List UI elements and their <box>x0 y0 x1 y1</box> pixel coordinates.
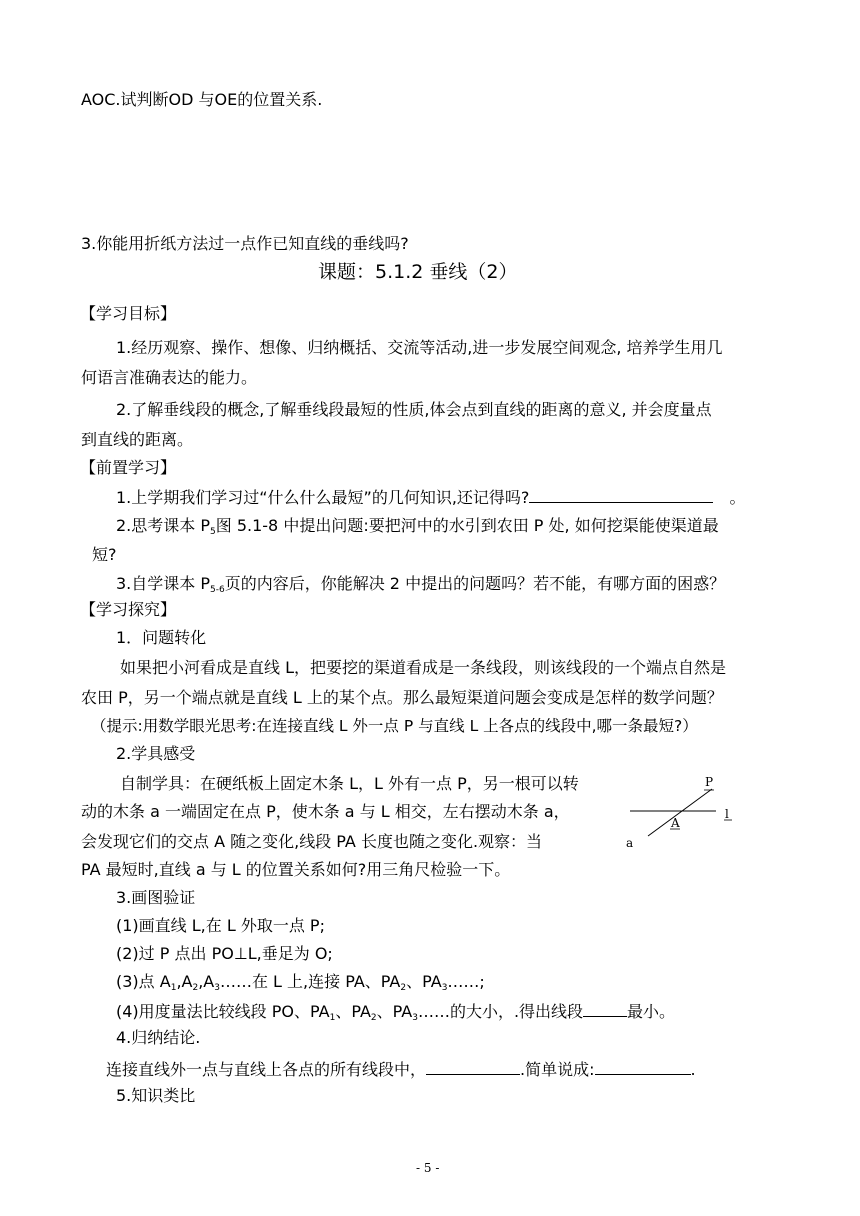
subscript: 1 <box>329 1013 336 1023</box>
explore-step-1-line-1: 如果把小河看成是直线 L，把要挖的渠道看成是一条线段，则该线段的一个端点自然是 <box>120 658 727 677</box>
text: 、PA <box>335 1002 371 1021</box>
line-a-label: a <box>626 836 634 850</box>
subscript: 3 <box>441 983 448 993</box>
text: 最小。 <box>627 1002 676 1021</box>
explore-step-3-item-3 <box>116 970 485 994</box>
section-heading-goals: 【学习目标】 <box>80 304 177 323</box>
text: ……的大小，.得出线段 <box>417 1002 584 1021</box>
subscript: 2 <box>370 1013 377 1023</box>
subscript: 3 <box>214 983 220 993</box>
text: ……; <box>447 972 485 991</box>
explore-step-3-item-4 <box>116 998 675 1024</box>
explore-step-1: 1．问题转化 <box>116 628 207 647</box>
pre-item-2-line-2: 短? <box>92 545 117 564</box>
text: 、PA <box>406 972 442 991</box>
subscript: 3 <box>412 1013 418 1023</box>
subscript: 2 <box>192 983 199 993</box>
pre-item-1-end: 。 <box>729 488 746 507</box>
subscript: 1 <box>170 983 177 993</box>
page-number: - 5 - <box>416 1161 440 1175</box>
text: .简单说成: <box>520 1060 595 1079</box>
goal-1-line-2: 何语言准确表达的能力。 <box>81 368 258 387</box>
answer-blank[interactable] <box>583 998 627 1017</box>
pre-item-3 <box>116 572 725 596</box>
goal-2-line-1: 2.了解垂线段的概念,了解垂线段最短的性质,体会点到直线的距离的意义, 并会度量点 <box>116 400 712 419</box>
answer-blank[interactable] <box>426 1056 520 1075</box>
explore-step-2-line-3: 会发现它们的交点 A 随之变化,线段 PA 长度也随之变化.观察：当 <box>81 832 543 851</box>
line-l-label: l <box>725 807 729 821</box>
pre-item-3-text: 3.自学课本 P <box>116 574 211 593</box>
pre-item-2-line-1 <box>116 514 719 538</box>
explore-step-3: 3.画图验证 <box>116 888 196 907</box>
geometry-figure <box>618 774 748 854</box>
text: . <box>690 1060 696 1079</box>
explore-step-3-item-2: (2)过 P 点出 PO⊥L,垂足为 O; <box>116 944 333 963</box>
text: ,A <box>176 972 193 991</box>
goal-2-line-2: 到直线的距离。 <box>81 430 194 449</box>
pre-item-1 <box>116 484 745 510</box>
point-p-label: P <box>705 775 714 789</box>
explore-step-2: 2.学具感受 <box>116 744 196 763</box>
text: ……在 L 上,连接 PA、PA <box>219 972 401 991</box>
explore-step-1-line-2: 农田 P，另一个端点就是直线 L 上的某个点。那么最短渠道问题会变成是怎样的数学问题？ <box>81 688 723 707</box>
subscript: 5-6 <box>210 585 225 595</box>
section-heading-pre: 【前置学习】 <box>80 458 177 477</box>
text: ,A <box>198 972 215 991</box>
pre-item-2-text-cont: 图 5.1-8 中提出问题:要把河中的水引到农田 P 处, 如何挖渠能使渠道最 <box>215 516 719 535</box>
subscript: 2 <box>400 983 407 993</box>
goal-1-line-1: 1.经历观察、操作、想像、归纳概括、交流等活动,进一步发展空间观念, 培养学生用几 <box>116 338 723 357</box>
explore-step-1-hint: （提示:用数学眼光思考:在连接直线 L 外一点 P 与直线 L 上各点的线段中,哪一条最短?） <box>91 717 698 735</box>
conclusion-line <box>106 1056 696 1082</box>
pre-item-1-text: 1.上学期我们学习过“什么什么最短”的几何知识,还记得吗? <box>116 488 530 507</box>
point-a-label: A <box>671 816 680 830</box>
question-3: 3.你能用折纸方法过一点作已知直线的垂线吗? <box>81 234 409 253</box>
pre-item-2-text: 2.思考课本 P <box>116 516 211 535</box>
section-heading-explore: 【学习探究】 <box>80 600 177 619</box>
text: (4)用度量法比较线段 PO、PA <box>116 1002 330 1021</box>
text-line: AOC.试判断OD 与OE的位置关系. <box>81 90 323 109</box>
explore-step-2-line-4: PA 最短时,直线 a 与 L 的位置关系如何?用三角尺检验一下。 <box>81 860 511 879</box>
explore-step-3-item-1: (1)画直线 L,在 L 外取一点 P; <box>116 916 325 935</box>
subscript: 5 <box>210 527 216 537</box>
explore-step-5: 5.知识类比 <box>116 1086 196 1105</box>
text: (3)点 A <box>116 972 171 991</box>
explore-step-2-line-1: 自制学具：在硬纸板上固定木条 L，L 外有一点 P，另一根可以转 <box>120 774 579 793</box>
answer-blank[interactable] <box>529 484 713 503</box>
answer-blank[interactable] <box>595 1056 691 1075</box>
text: 连接直线外一点与直线上各点的所有线段中， <box>106 1060 427 1079</box>
page-title: 课题：5.1.2 垂线（2） <box>318 261 518 283</box>
explore-step-2-line-2: 动的木条 a 一端固定在点 P，使木条 a 与 L 相交，左右摆动木条 a， <box>81 802 570 821</box>
text: 、PA <box>376 1002 413 1021</box>
pre-item-3-text-cont: 页的内容后，你能解决 2 中提出的问题吗？若不能，有哪方面的困惑？ <box>224 574 726 593</box>
explore-step-4: 4.归纳结论. <box>116 1028 201 1047</box>
